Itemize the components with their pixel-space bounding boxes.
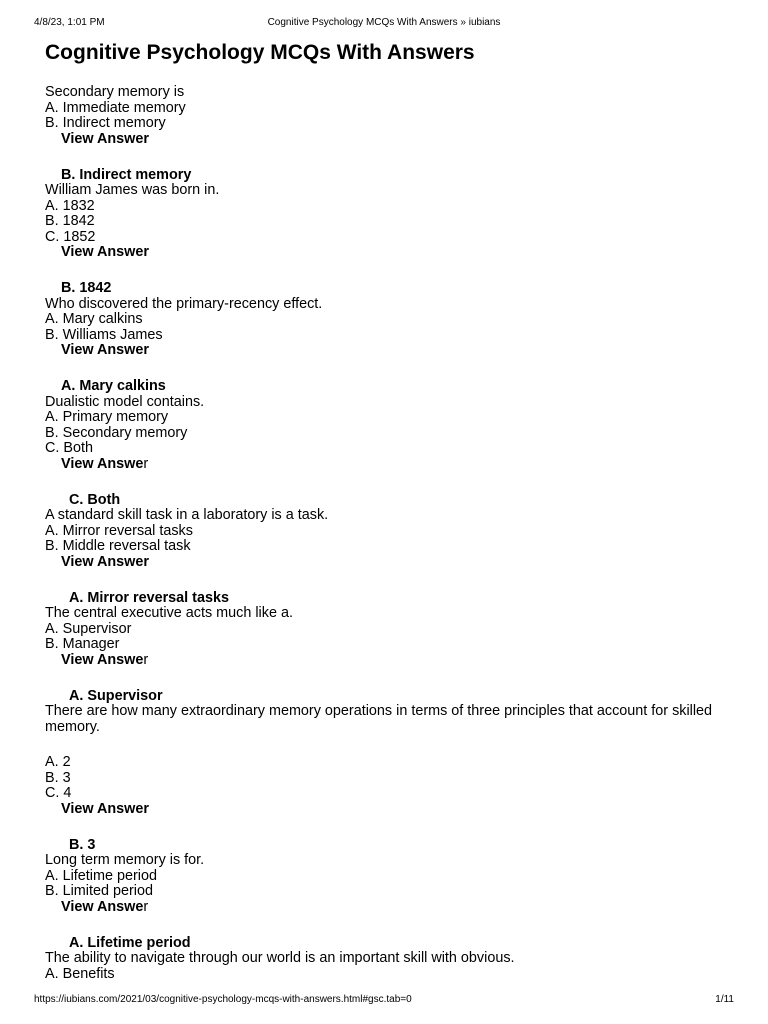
option-a: A. Lifetime period [45,867,157,884]
option-a: A. 1832 [45,197,95,214]
answer-text: B. Indirect memory [61,166,192,183]
view-answer-tail: r [143,898,149,915]
question-text: There are how many extraordinary memory operations in terms of three principles that account for skilled memory. [45,703,713,735]
option-b: B. Middle reversal task [45,538,191,554]
answer-text: A. Supervisor [69,687,163,704]
answer-text: A. Lifetime period [69,934,191,951]
option-c: C. 1852 [45,228,96,245]
option-a: A. Mirror reversal tasks [45,522,193,539]
article-content [45,40,728,982]
question-text: The central executive acts much like a. [45,605,293,621]
option-a: A. Immediate memory [45,99,186,116]
option-b: B. Limited period [45,883,153,899]
mcq-block-3 [45,297,728,395]
answer-text: A. Mary calkins [61,378,166,394]
mcq-block-6 [45,606,728,704]
question-text: Secondary memory is [45,84,185,100]
option-b: B. 3 [45,769,71,786]
view-answer-button[interactable] [45,343,728,359]
answer-text: B. 1842 [61,280,112,296]
option-a: A. Mary calkins [45,311,143,327]
view-answer-label: View Answer [61,244,149,260]
option-a: A. Supervisor [45,620,132,637]
mcq-block-1 [45,85,728,183]
view-answer-label: View Answe [61,455,144,472]
mcq-block-9 [45,951,728,982]
answer-text: A. Mirror reversal tasks [69,589,229,606]
view-answer-tail: r [143,455,149,472]
print-footer [34,994,734,1005]
question-text: Long term memory is for. [45,852,205,868]
print-page-number: 1/11 [715,994,734,1005]
option-a: A. 2 [45,754,71,770]
view-answer-button[interactable] [45,132,728,148]
view-answer-button[interactable] [45,653,728,669]
view-answer-button[interactable] [45,457,728,473]
answer-text: B. 3 [69,836,96,853]
option-b: B. Williams James [45,326,163,343]
question-text: William James was born in. [45,182,220,198]
view-answer-button[interactable] [45,245,728,261]
option-b: B. 1842 [45,213,95,229]
option-b: B. Manager [45,636,120,652]
view-answer-button[interactable] [45,555,728,571]
print-datetime: 4/8/23, 1:01 PM [34,17,105,28]
option-b: B. Indirect memory [45,115,166,131]
option-c: C. 4 [45,785,72,801]
mcq-block-2 [45,183,728,297]
mcq-block-8 [45,853,728,951]
option-a: A. Primary memory [45,409,169,425]
view-answer-tail: r [143,651,149,668]
view-answer-label: View Answer [61,553,149,570]
mcq-block-5 [45,508,728,606]
view-answer-label: View Answer [61,342,149,358]
view-answer-label: View Answer [61,800,149,817]
view-answer-label: View Answer [61,130,149,147]
print-header [34,17,734,28]
page-title: Cognitive Psychology MCQs With Answers [45,41,475,64]
view-answer-label: View Answe [61,898,144,915]
option-c: C. Both [45,440,93,456]
question-text: Who discovered the primary-recency effect. [45,295,323,312]
question-text: A standard skill task in a laboratory is a task. [45,507,329,523]
option-b: B. Secondary memory [45,424,188,441]
view-answer-button[interactable] [45,900,728,916]
print-page-title: Cognitive Psychology MCQs With Answers » iubians [267,17,501,28]
mcq-block-4 [45,395,728,509]
view-answer-label: View Answe [61,651,144,668]
question-text: The ability to navigate through our world is an important skill with obvious. [45,950,515,966]
question-text: Dualistic model contains. [45,393,205,410]
paragraph-gap [45,735,728,755]
view-answer-button[interactable] [45,802,728,818]
answer-text: C. Both [69,491,121,508]
option-a: A. Benefits [45,965,115,982]
mcq-block-7 [45,704,728,853]
print-url[interactable]: https://iubians.com/2021/03/cognitive-psychology-mcqs-with-answers.html#gsc.tab=0 [34,994,412,1005]
